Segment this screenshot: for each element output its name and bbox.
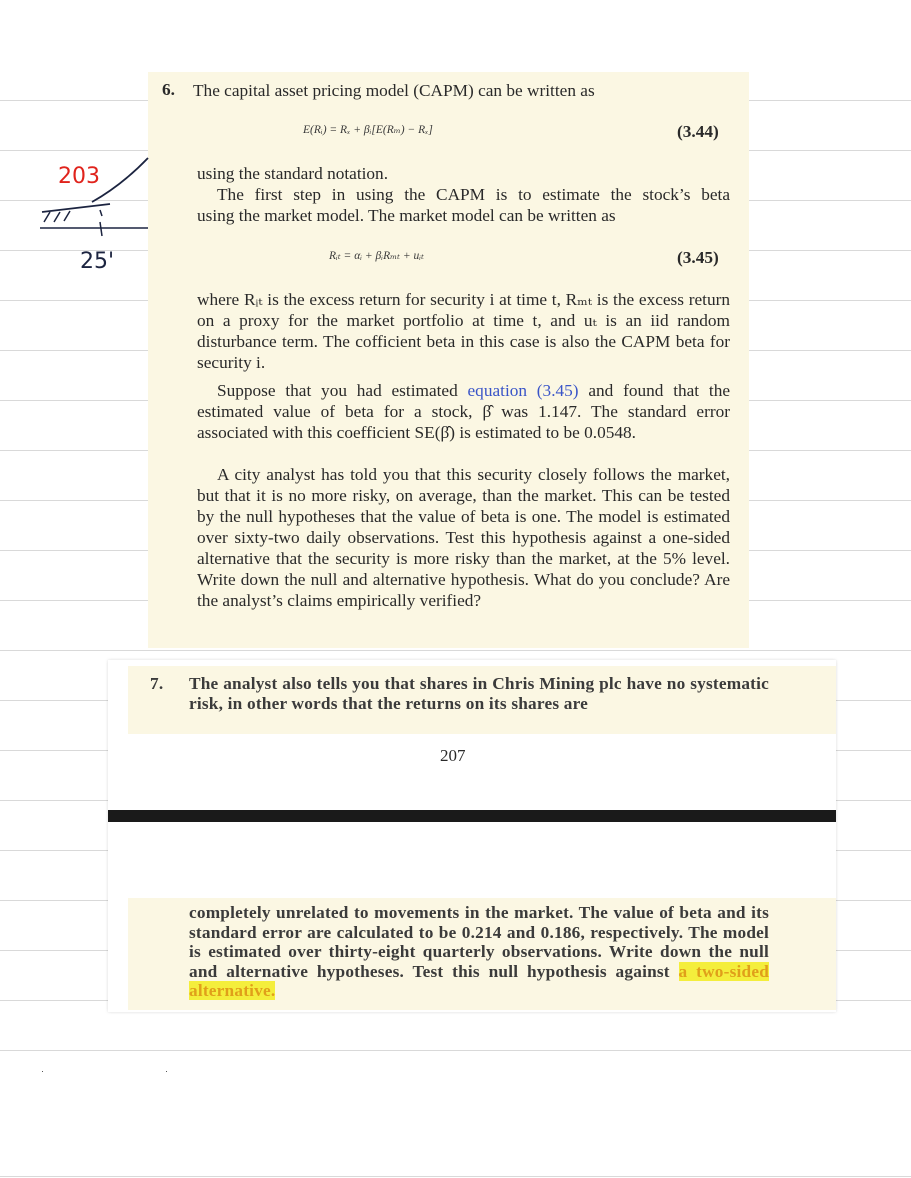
handwritten-203: 203 (58, 164, 100, 189)
question-7-text-page-2 (189, 903, 769, 1001)
question-7-text-page-1: The analyst also tells you that shares in Chris Mining plc have no systematic risk, in other words that the returns on its shares are (189, 674, 769, 713)
hatch-marks (44, 211, 70, 222)
question-6-intro: The capital asset pricing model (CAPM) can be written as (193, 81, 595, 100)
equation-3-44: E(Rᵢ) = Rₓ + βᵢ[E(Rₘ) − Rₓ] (303, 124, 433, 136)
question-6-number: 6. (162, 80, 175, 99)
paragraph-3-text-a: Suppose that you had estimated (217, 381, 468, 400)
tick-marks (100, 210, 102, 236)
paragraph-1-line-2: using the market model. The market model can be written as (197, 206, 616, 225)
question-7-text-page-2-body: completely unrelated to movements in the market. The value of beta and its standard error are calculated to be 0.214 and 0.186, respectively. The model is estimated over thirty-eight quarterly observations. Write down the null and alternative hypotheses. Test this null hypothesis against (189, 903, 769, 981)
stray-mark (166, 1071, 167, 1072)
handwritten-annotation (30, 150, 155, 275)
equation-3-45: Rᵢₜ = αᵢ + βᵢRₘₜ + uᵢₜ (329, 250, 424, 262)
paragraph-1-line-1: The first step in using the CAPM is to estimate the stock’s beta (217, 185, 730, 204)
incline-line (92, 158, 148, 202)
stray-mark (42, 1071, 43, 1072)
paragraph-2: where Rᵢₜ is the excess return for security i at time t, Rₘₜ is the excess return on a proxy for the market portfolio at time t, and uₜ is an iid random disturbance term. The cofficient beta in this case is also the CAPM beta for security i. (197, 290, 730, 372)
paragraph-3 (197, 380, 730, 443)
notation-line: using the standard notation. (197, 164, 389, 183)
equation-3-45-number: (3.45) (677, 248, 719, 267)
page-break-bar (108, 810, 836, 822)
equation-3-44-number: (3.44) (677, 122, 719, 141)
paragraph-4: A city analyst has told you that this security closely follows the market, but that it is no more risky, on average, than the market. This can be tested by the null hypotheses that the value of beta is one. The model is estimated over sixty-two daily observations. Test this hypothesis against a one-sided alternative that the security is more risky than the market, at the 5% level. Write down the null and alternative hypothesis. What do you conclude? Are the analyst’s claims empirically verified? (197, 465, 730, 610)
page-number: 207 (440, 746, 466, 765)
paragraph-3-text-b: and found that the estimated value of beta for a stock, β̂ was 1.147. The standard error associated with this coefficient SE(β̂) is estimated to be 0.0548. (197, 381, 731, 442)
handwritten-25: 25' (80, 249, 115, 274)
equation-3-45-link[interactable]: equation (3.45) (467, 381, 579, 400)
question-7-number: 7. (150, 674, 164, 693)
highlighted-two-sided-alternative: a two-sided alternative. (189, 961, 770, 1000)
